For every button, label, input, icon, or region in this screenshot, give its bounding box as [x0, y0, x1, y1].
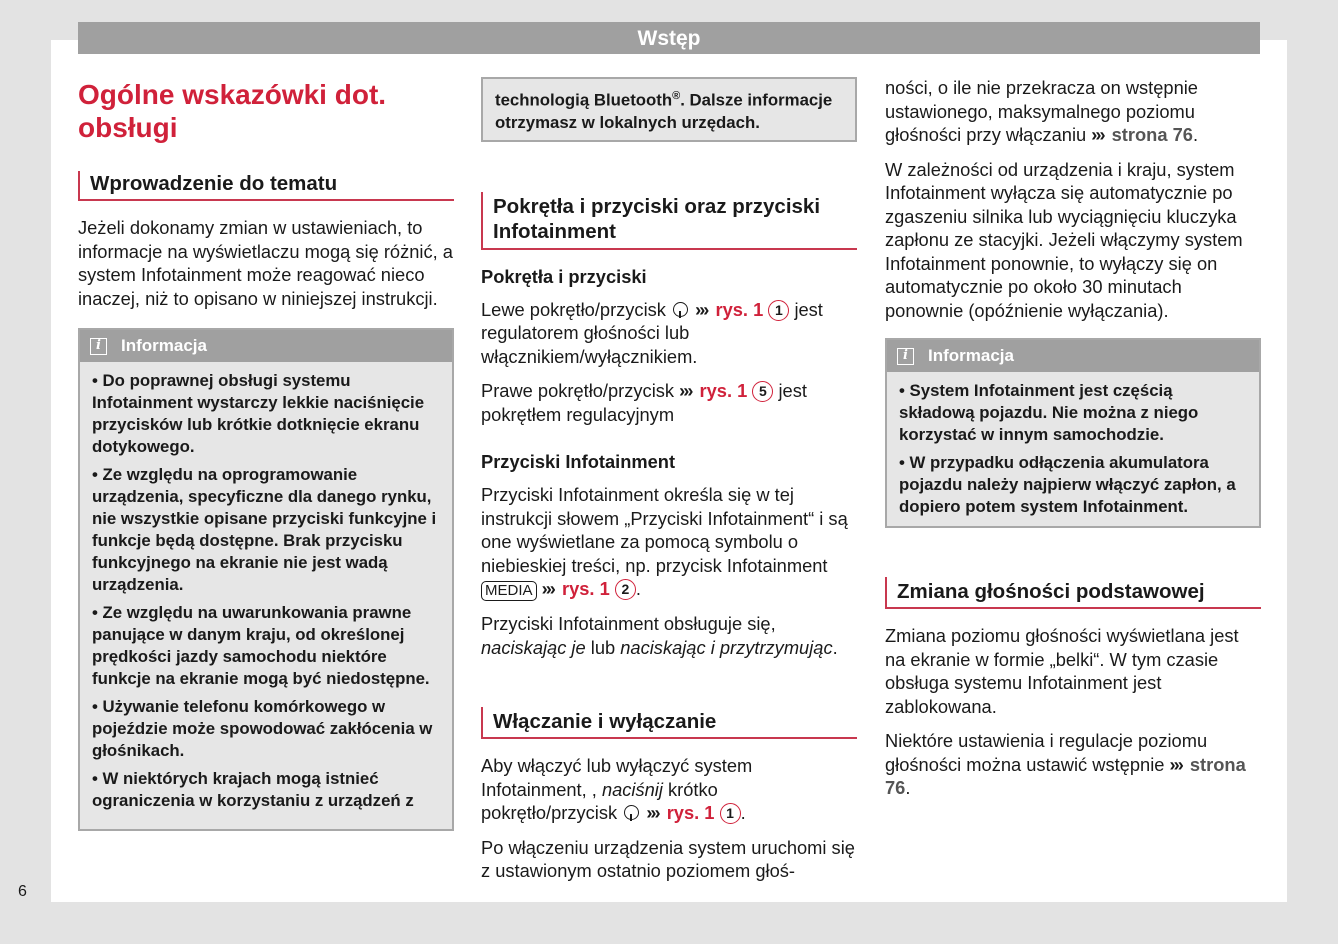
- info-item: • W przypadku odłączenia akumulatora pojazdu należy najpierw włączyć zapłon, a dopiero potem system Infotainment.: [899, 453, 1236, 516]
- chapter-title: Ogólne wskazówki dot. obsługi: [78, 79, 387, 143]
- info-box-header: [80, 330, 452, 362]
- power-icon: [624, 805, 639, 820]
- paragraph-power: Aby włączyć lub wyłączyć system Infotainment, , naciśnij krótko pokrętło/przycisk ››› rys. 1 1 .: [481, 755, 753, 824]
- info-icon: i: [897, 348, 914, 365]
- subheading-buttons: Przyciski Infotainment: [481, 451, 676, 473]
- page-number: 6: [18, 883, 27, 900]
- info-box-heading: Informacja: [928, 346, 1014, 365]
- info-item: • System Infotainment jest częścią składową pojazdu. Nie można z niego korzystać w innym samochodzie.: [899, 381, 1199, 444]
- section-header: Wstęp: [78, 22, 1260, 54]
- info-box-continued: [481, 77, 857, 142]
- callout-number: 5: [752, 381, 773, 402]
- section-title-base-volume: Zmiana głośności podstawowej: [885, 577, 1261, 609]
- info-box-body: [483, 79, 855, 134]
- info-item: • Do poprawnej obsługi systemu Infotainment wystarczy lekkie naciśnięcie przycisków lub krótkie dotknięcie ekranu dotykowego.: [92, 371, 425, 456]
- paragraph-startup-volume: Po włączeniu urządzenia system uruchomi się z ustawionym ostatnio poziomem głoś-: [481, 836, 855, 882]
- figure-link[interactable]: rys. 1: [699, 380, 748, 402]
- info-box-heading: Informacja: [121, 336, 207, 355]
- subheading-knobs: Pokrętła i przyciski: [481, 265, 647, 287]
- figure-link[interactable]: rys. 1: [715, 298, 764, 320]
- power-icon: [673, 302, 688, 317]
- reference-arrows-icon: ›››: [646, 802, 659, 824]
- info-icon: i: [90, 338, 107, 355]
- reference-arrows-icon: ›››: [1091, 124, 1104, 145]
- column-3: [885, 76, 1261, 811]
- info-item: • W niektórych krajach mogą istnieć ograniczenia w korzystaniu z urządzeń z: [92, 769, 414, 810]
- section-title-power: Włączanie i wyłączanie: [481, 707, 857, 739]
- info-box: [78, 328, 454, 831]
- reference-arrows-icon: ›››: [695, 298, 708, 320]
- paragraph-button-usage: Przyciski Infotainment obsługuje się, naciskając je lub naciskając i przytrzymując.: [481, 613, 838, 658]
- figure-link[interactable]: rys. 1: [666, 802, 715, 824]
- paragraph-volume-bar: Zmiana poziomu głośności wyświetlana jest na ekranie w formie „belki“. W tym czasie obsługa systemu Infotainment jest zablokowana.: [885, 625, 1239, 717]
- reference-arrows-icon: ›››: [541, 578, 554, 600]
- info-item-continued: technologią Bluetooth®. Dalsze informacje otrzymasz w lokalnych urzędach.: [495, 90, 833, 132]
- section-title-controls: Pokrętła i przyciski oraz przyciski Infotainment: [481, 192, 857, 250]
- column-2: [481, 76, 857, 894]
- info-box-header: [887, 340, 1259, 372]
- section-title-intro: Wprowadzenie do tematu: [78, 171, 454, 201]
- media-key-symbol: MEDIA: [481, 581, 537, 601]
- column-1: [78, 76, 454, 831]
- paragraph-auto-off: W zależności od urządzenia i kraju, system Infotainment wyłącza się automatycznie po zgaszeniu silnika lub wyciągnięciu kluczyka zapłonu ze stacyjki. Jeżeli włączymy system Infotainment ponownie, to wyłączy się on automatycznie po około 30 minutach ponownie (opóźnienie wyłączania).: [885, 158, 1243, 321]
- reference-arrows-icon: ›››: [679, 380, 692, 402]
- page-link[interactable]: strona 76: [885, 753, 1246, 798]
- paragraph-volume-continued: ności, o ile nie przekracza on wstępnie ustawionego, maksymalnego poziomu głośności przy włączaniu ››› strona 76.: [885, 77, 1199, 145]
- info-box: [885, 338, 1261, 528]
- figure-link[interactable]: rys. 1: [561, 578, 610, 600]
- info-box-body: [887, 372, 1259, 526]
- page-link[interactable]: strona 76: [1111, 124, 1193, 145]
- paragraph-buttons: Przyciski Infotainment określa się w tej instrukcji słowem „Przyciski Infotainment“ i są one wyświetlane za pomocą symbolu o niebieskiej treści, np. przycisk Infotainment MEDIA ››› rys. 1 2 .: [481, 484, 848, 600]
- info-item: • Ze względu na oprogramowanie urządzenia, specyficzne dla danego rynku, nie wszystkie opisane przyciski funkcyjne i funkcje będą dostępne. Brak przycisku funkcyjnego na ekranie nie jest wadą urządzenia.: [92, 465, 437, 594]
- paragraph-left-knob: Lewe pokrętło/przycisk ››› rys. 1 1 jest regulatorem głośności lub włącznikiem/wyłącznikiem.: [481, 298, 823, 367]
- info-item: • Ze względu na uwarunkowania prawne panujące w danym kraju, od określonej prędkości jazdy samochodu niektóre funkcje na ekranie mogą być niedostępne.: [92, 603, 430, 688]
- callout-number: 2: [615, 579, 636, 600]
- callout-number: 1: [768, 300, 789, 321]
- paragraph-volume-presets: Niektóre ustawienia i regulacje poziomu głośności można ustawić wstępnie ››› strona 76.: [885, 730, 1246, 798]
- callout-number: 1: [720, 803, 741, 824]
- info-item: • Używanie telefonu komórkowego w pojeździe może spowodować zakłócenia w głośnikach.: [92, 697, 433, 760]
- paragraph-right-knob: Prawe pokrętło/przycisk ››› rys. 1 5 jest pokrętłem regulacyjnym: [481, 380, 807, 425]
- reference-arrows-icon: ›››: [1169, 753, 1182, 775]
- intro-paragraph: Jeżeli dokonamy zmian w ustawieniach, to informacje na wyświetlaczu mogą się różnić, a system Infotainment może reagować nieco inaczej, niż to opisano w niniejszej instrukcji.: [78, 217, 453, 309]
- info-box-body: [80, 362, 452, 820]
